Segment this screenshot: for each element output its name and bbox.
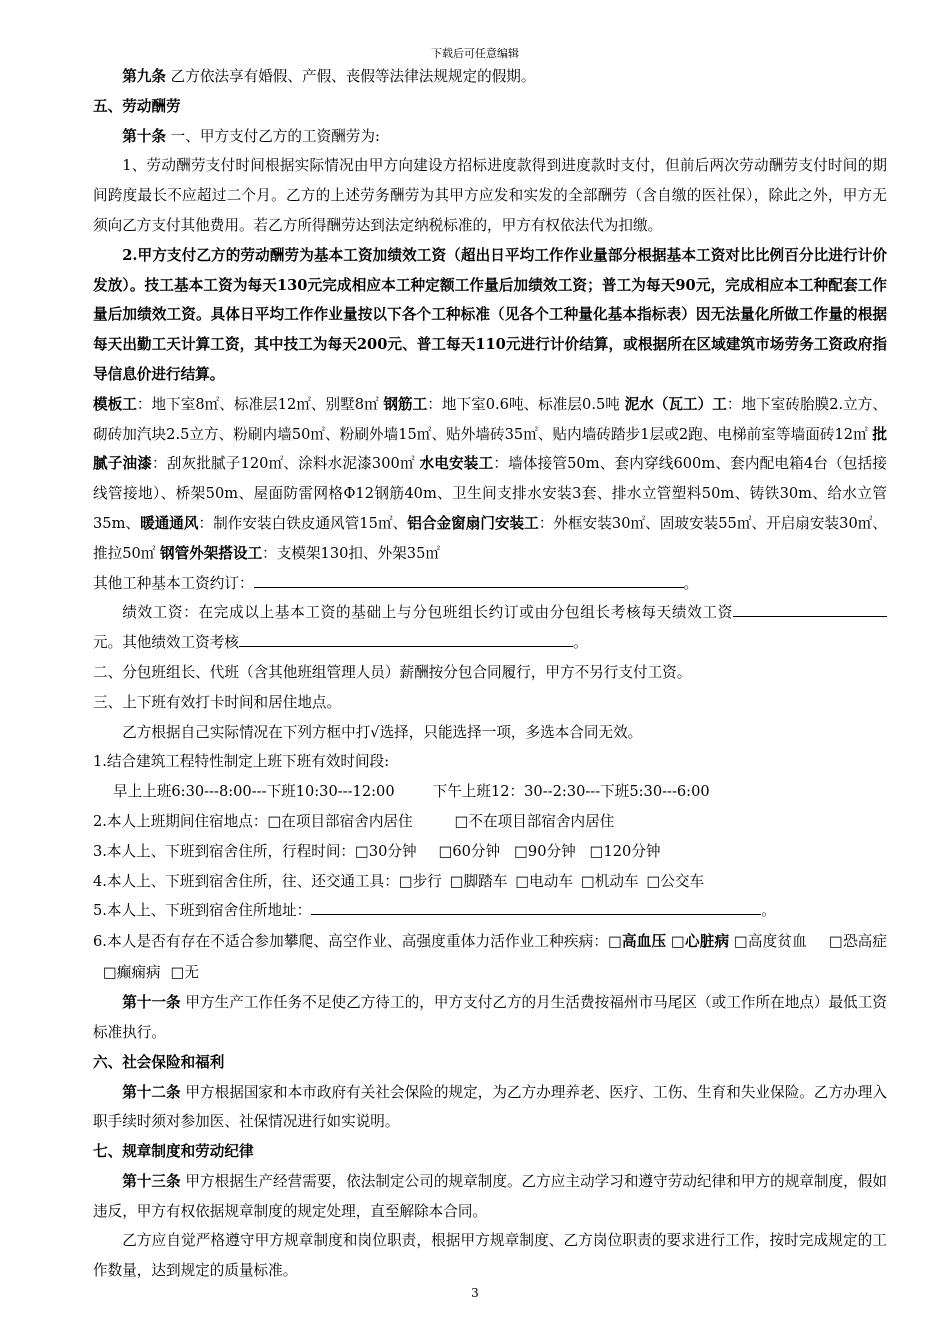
section-heading: 七、规章制度和劳动纪律	[93, 1143, 254, 1161]
quota-label: 钢管外架搭设工	[160, 544, 263, 562]
article-label: 第九条	[122, 68, 166, 85]
question-text: 5.本人上、下班到宿舍住所地址：	[93, 902, 312, 920]
quota-label: 泥水（瓦工）工	[624, 395, 727, 413]
punctuation: 。	[761, 902, 776, 920]
paragraph-bold: 2.甲方支付乙方的劳动酬劳为基本工资加绩效工资（超出日平均工作作业量部分根据基本工资对比比例百分比进行计价发放）。技工基本工资为每天130元完成相应本工种定额工作量后加绩效工资；普工为每天90元，完成相应本工种配套工作量后加绩效工资。具体日平均工作作业量按以下各个工种标准（见各个工种量化基本指标表）因无法量化所做工作量的根据每天出勤工天计算工资，其中技工为每天200元、普工每天110元进行计价结算，或根据所在区域建筑市场劳务工资政府指导信息价进行结算。	[93, 246, 887, 383]
article-label: 第十一条	[122, 994, 181, 1012]
quota-text: ：地下室0.6吨、标准层0.5吨	[427, 395, 620, 413]
blank-line[interactable]	[254, 570, 684, 588]
section-heading: 六、社会保险和福利	[93, 1053, 225, 1071]
checkbox-option[interactable]: □恐高症	[828, 933, 888, 951]
field-label: 元。其他绩效工资考核	[93, 634, 239, 652]
quota-text: ：支模架130扣、外架35㎡	[262, 544, 440, 562]
checkbox-option[interactable]: □脚踏车	[449, 872, 508, 890]
checkbox-option[interactable]: □电动车	[515, 872, 573, 890]
section-heading: 五、劳动酬劳	[93, 97, 181, 115]
blank-line[interactable]	[859, 599, 887, 617]
checkbox-option[interactable]: □无	[170, 964, 199, 982]
checkbox-option[interactable]: □癫痫病	[103, 964, 161, 982]
question-2	[93, 807, 887, 837]
article-text: 甲方根据国家和本市政府有关社会保险的规定，为乙方办理养老、医疗、工伤、生育和失业保险。乙方办理入职手续时须对参加医、社保情况进行如实说明。	[93, 1083, 887, 1131]
checkbox-option[interactable]: □30分钟	[355, 842, 417, 860]
checkbox-option[interactable]: □高度贫血	[733, 933, 807, 951]
punctuation: 。	[572, 634, 588, 652]
question-1: 1.结合建筑工程特性制定上班下班有效时间段:	[93, 753, 390, 771]
checkbox-option[interactable]: □心脏病	[671, 933, 730, 951]
field-label: 绩效工资：在完成以上基本工资的基础上与分包班组长约订或由分包组长考核每天绩效工资	[122, 604, 733, 622]
question-5	[93, 896, 887, 926]
item-3: 三、上下班有效打卡时间和居住地点。	[93, 693, 342, 711]
quota-text: ：刮灰批腻子120㎡、涂料水泥漆300㎡	[152, 455, 415, 473]
quota-label: 暖通通风	[140, 514, 199, 532]
question-text: 6.本人是否有存在不适合参加攀爬、高空作业、高强度重体力活作业工种疾病：	[93, 933, 609, 951]
checkbox-option[interactable]: □机动车	[580, 872, 639, 890]
blank-line[interactable]	[733, 599, 859, 617]
quota-label: 水电安装工	[419, 455, 494, 473]
punctuation: 。	[683, 574, 699, 592]
question-text: 2.本人上班期间住宿地点：	[93, 812, 268, 830]
checkbox-option[interactable]: □步行	[398, 872, 442, 890]
quota-label: 铝合金窗扇门安装工	[407, 514, 539, 532]
quota-label: 模板工	[93, 395, 137, 413]
quota-text: ：制作安装白铁皮通风管15㎡、	[198, 514, 408, 532]
question-6	[93, 926, 887, 988]
question-4	[93, 867, 887, 897]
article-text: 乙方依法享有婚假、产假、丧假等法律法规规定的假期。	[170, 68, 536, 85]
afternoon-slot: 下午上班12：30--2:30---下班5:30---6:00	[432, 783, 710, 801]
quota-label: 钢筋工	[383, 395, 428, 413]
morning-slot: 早上上班6:30---8:00---下班10:30---12:00	[113, 783, 395, 801]
article-label: 第十条	[122, 127, 166, 145]
quota-text: ：外框安装30㎡、固玻安装55㎡、开启扇安装30㎡、推拉50㎡	[93, 514, 887, 562]
article-text: 一、甲方支付乙方的工资酬劳为:	[170, 127, 380, 145]
article-text: 甲方生产工作任务不足使乙方待工的，甲方支付乙方的月生活费按福州市马尾区（或工作所在地点）最低工资标准执行。	[93, 994, 887, 1041]
address-blank[interactable]	[311, 897, 761, 915]
checkbox-option[interactable]: □120分钟	[589, 842, 661, 860]
quota-text: ：地下室砖胎膜2.立方、砌砖加汽块2.5立方、粉刷内墙50㎡、粉刷外墙15㎡、贴外墙砖35㎡、贴内墙砖踏步1层或2跑、电梯前室等墙面砖12㎡	[93, 395, 887, 443]
paragraph: 1、劳动酬劳支付时间根据实际情况由甲方向建设方招标进度款得到进度款时支付，但前后两次劳动酬劳支付时间的期间跨度最长不应超过二个月。乙方的上述劳务酬劳为其甲方应发和实发的全部酬劳（含自缴的医社保），除此之外，甲方无须向乙方支付其他费用。若乙方所得酬劳达到法定纳税标准的，甲方有权依法代为扣缴。	[93, 157, 887, 234]
article-label: 第十三条	[122, 1172, 181, 1190]
quota-text: ：墙体接管50m、套内穿线600m、套内配电箱4台（包括接线管接地）、桥架50m、屋面防雷网格Φ12钢筋40m、卫生间支排水安装3套、排水立管塑料50m、铸铁30m、给水立管35m、	[93, 455, 887, 532]
checkbox-option[interactable]: □高血压	[608, 933, 667, 951]
question-text: 4.本人上、下班到宿舍住所，往、还交通工具：	[93, 872, 399, 890]
paragraph: 乙方应自觉严格遵守甲方规章制度和岗位职责，根据甲方规章制度、乙方岗位职责的要求进行工作，按时完成规定的工作数量，达到规定的质量标准。	[93, 1232, 887, 1280]
article-9	[93, 62, 887, 92]
instruction: 乙方根据自己实际情况在下列方框中打√选择，只能选择一项，多选本合同无效。	[122, 723, 643, 741]
page-header: 下载后可任意编辑	[431, 47, 519, 60]
page-number: 3	[471, 1286, 479, 1300]
quota-text: ：地下室8㎡、标准层12㎡、别墅8㎡	[136, 395, 379, 413]
quota-paragraph	[93, 390, 887, 569]
document-body	[93, 62, 887, 1286]
article-10	[93, 122, 887, 152]
article-text: 甲方根据生产经营需要，依法制定公司的规章制度。乙方应主动学习和遵守劳动纪律和甲方的规章制度，假如违反，甲方有权依据规章制度的规定处理，直至解除本合同。	[93, 1172, 887, 1220]
article-label: 第十二条	[122, 1083, 181, 1101]
article-12	[93, 1078, 887, 1138]
checkbox-option[interactable]: □公交车	[646, 872, 705, 890]
article-11	[93, 988, 887, 1048]
time-slots	[93, 777, 887, 807]
checkbox-option[interactable]: □60分钟	[438, 842, 501, 860]
item-2: 二、分包班组长、代班（含其他班组管理人员）薪酬按分包合同履行，甲方不另行支付工资。	[93, 663, 692, 681]
checkbox-option[interactable]: □在项目部宿舍内居住	[267, 812, 413, 830]
quota-label: 批腻子油漆	[93, 425, 887, 473]
other-base-wage	[93, 569, 887, 599]
article-13	[93, 1167, 887, 1227]
performance-wage	[93, 598, 887, 658]
field-label: 其他工种基本工资约订：	[93, 574, 254, 592]
blank-line[interactable]	[239, 629, 573, 647]
checkbox-option[interactable]: □不在项目部宿舍内居住	[454, 812, 615, 830]
checkbox-option[interactable]: □90分钟	[514, 842, 576, 860]
question-text: 3.本人上、下班到宿舍住所，行程时间：	[93, 842, 356, 860]
question-3	[93, 837, 887, 867]
